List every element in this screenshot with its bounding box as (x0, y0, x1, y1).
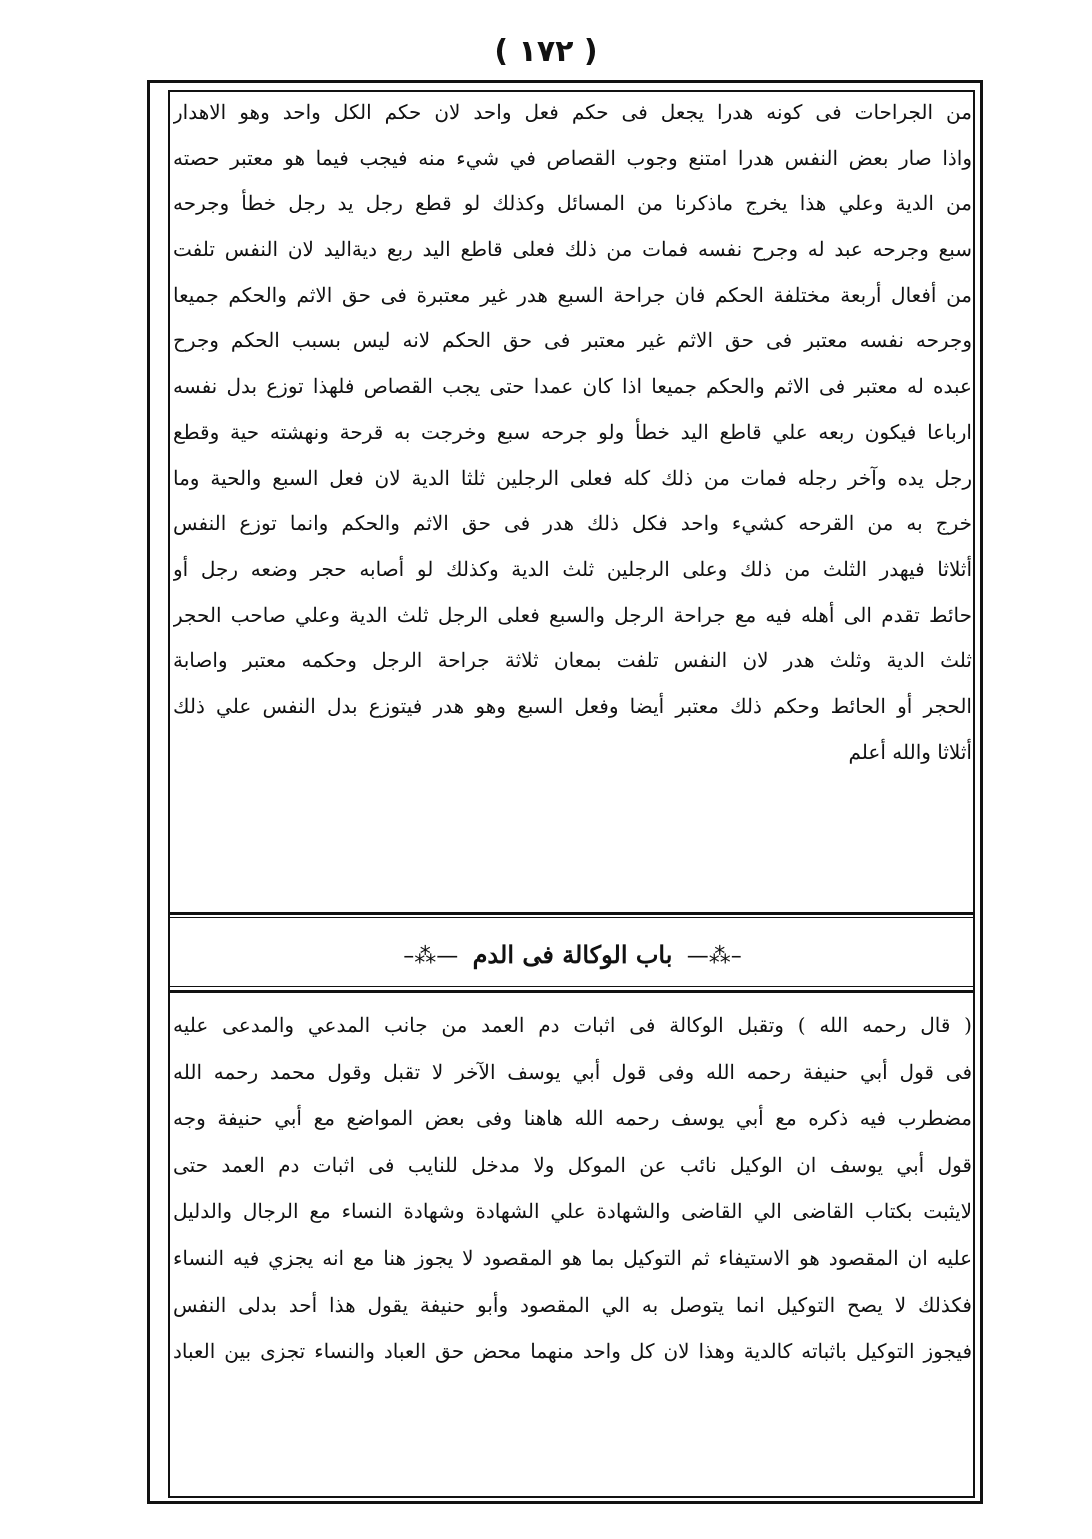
text-line: واذا صار بعض النفس هدرا امتنع وجوب القصاص في شيء منه فيجب فيما هو معتبر حصته (173, 145, 972, 170)
text-line: سبع وجرحه عبد له وجرح نفسه فمات من ذلك فعلى قاطع اليد ربع ديةاليد لان النفس تلفت (173, 237, 972, 262)
page-number: ( ١٧٢ ) (494, 34, 598, 69)
text-line: مضطرب فيه ذكره مع أبي يوسف رحمه الله هاهنا وفى بعض المواضع مع أبي حنيفة وجه (173, 1106, 972, 1131)
text-line: رجل يده وآخر رجله فمات من ذلك كله فعلى الرجلين ثلثا الدية لان فعل السبع والحية وما (173, 465, 972, 490)
text-line: فيجوز التوكيل باثباته كالدية وهذا لان كل واحد منهما محض حق العباد والنساء تجزى بين العباد (173, 1339, 972, 1364)
text-line: فكذلك لا يصح التوكيل انما يتوصل به الي المقصود وأبو حنيفة يقول هذا أحد بدلى النفس (173, 1292, 972, 1317)
section-divider-bottom (170, 990, 973, 993)
section-heading (173, 930, 972, 980)
text-line: ارباعا فيكون ربعه علي قاطع اليد خطأ ولو جرحه سبع وخرجت به قرحة ونهشته حية وقطع (173, 419, 972, 444)
text-line: الحجر أو الحائط وحكم ذلك معتبر أيضا وفعل السبع وهو هدر فيتوزع بدل النفس علي ذلك (173, 693, 972, 718)
text-line: من الجراحات فى كونه هدرا يجعل فى حكم فعل واحد لان حكم الكل واحد وهو الاهدار (173, 100, 972, 124)
text-line: وجرحه نفسه معتبر فى حق الاثم غير معتبر فى حق الحكم لانه ليس بسبب الحكم وجرح (173, 328, 972, 353)
ornament-right-icon: –⁂— (686, 944, 742, 969)
section-divider-top-thin (170, 917, 973, 918)
text-line: خرج به من القرحه كشيء واحد فكل ذلك هدر فى حق الاثم والحكم وانما توزع النفس (173, 511, 972, 536)
main-text-block (173, 90, 972, 775)
text-line: أثلاثا والله أعلم (848, 739, 972, 764)
text-line: حائط تقدم الى أهله فيه مع جراحة الرجل والسبع فعلى الرجل ثلث الدية وعلي صاحب الحجر (173, 602, 972, 627)
text-line: ثلث الدية وثلث هدر لان النفس تلفت بمعان ثلاثة جراحة الرجل وحكمه معتبر واصابة (173, 648, 972, 673)
text-line: عليه ان المقصود هو الاستيفاء ثم التوكيل بما هو المقصود لا يجوز هنا مع انه يجزي فيه النساء (173, 1245, 972, 1270)
text-line: ( قال رحمه الله ) وتقبل الوكالة فى اثبات دم العمد من جانب المدعي والمدعى عليه (173, 1013, 972, 1037)
text-line: قول أبي يوسف ان الوكيل نائب عن الموكل ولا مدخل للنايب فى اثبات دم العمد حتى (173, 1152, 972, 1177)
section-divider-bottom-thin (170, 986, 973, 987)
text-line: من أفعال أربعة مختلفة الحكم فان جراحة السبع هدر غير معتبرة فى حق الاثم والحكم جميعا (173, 282, 972, 307)
ornament-left-icon: —⁂– (403, 944, 459, 969)
text-line: من الدية وعلي هذا يخرج ماذكرنا من المسائل وكذلك لو قطع رجل يد رجل خطأ وجرحه (173, 191, 972, 216)
section-divider-top (170, 912, 973, 915)
section-text-block (173, 1002, 972, 1375)
section-title: باب الوكالة فى الدم (472, 940, 673, 969)
text-line: فى قول أبي حنيفة رحمه الله وفى قول أبي يوسف الآخر لا تقبل وقول محمد رحمه الله (173, 1059, 972, 1084)
text-line: عبده له معتبر فى الاثم والحكم جميعا اذا كان عمدا حتى يجب القصاص فلهذا توزع بدل نفسه (173, 374, 972, 399)
text-line: أثلاثا فيهدر الثلث من ذلك وعلى الرجلين ثلث الدية وكذلك لو أصابه حجر وضعه رجل أو (173, 556, 972, 581)
text-line: لايثبت بكتاب القاضى الي القاضى والشهادة علي الشهادة وشهادة النساء مع الرجال والدليل (173, 1199, 972, 1224)
